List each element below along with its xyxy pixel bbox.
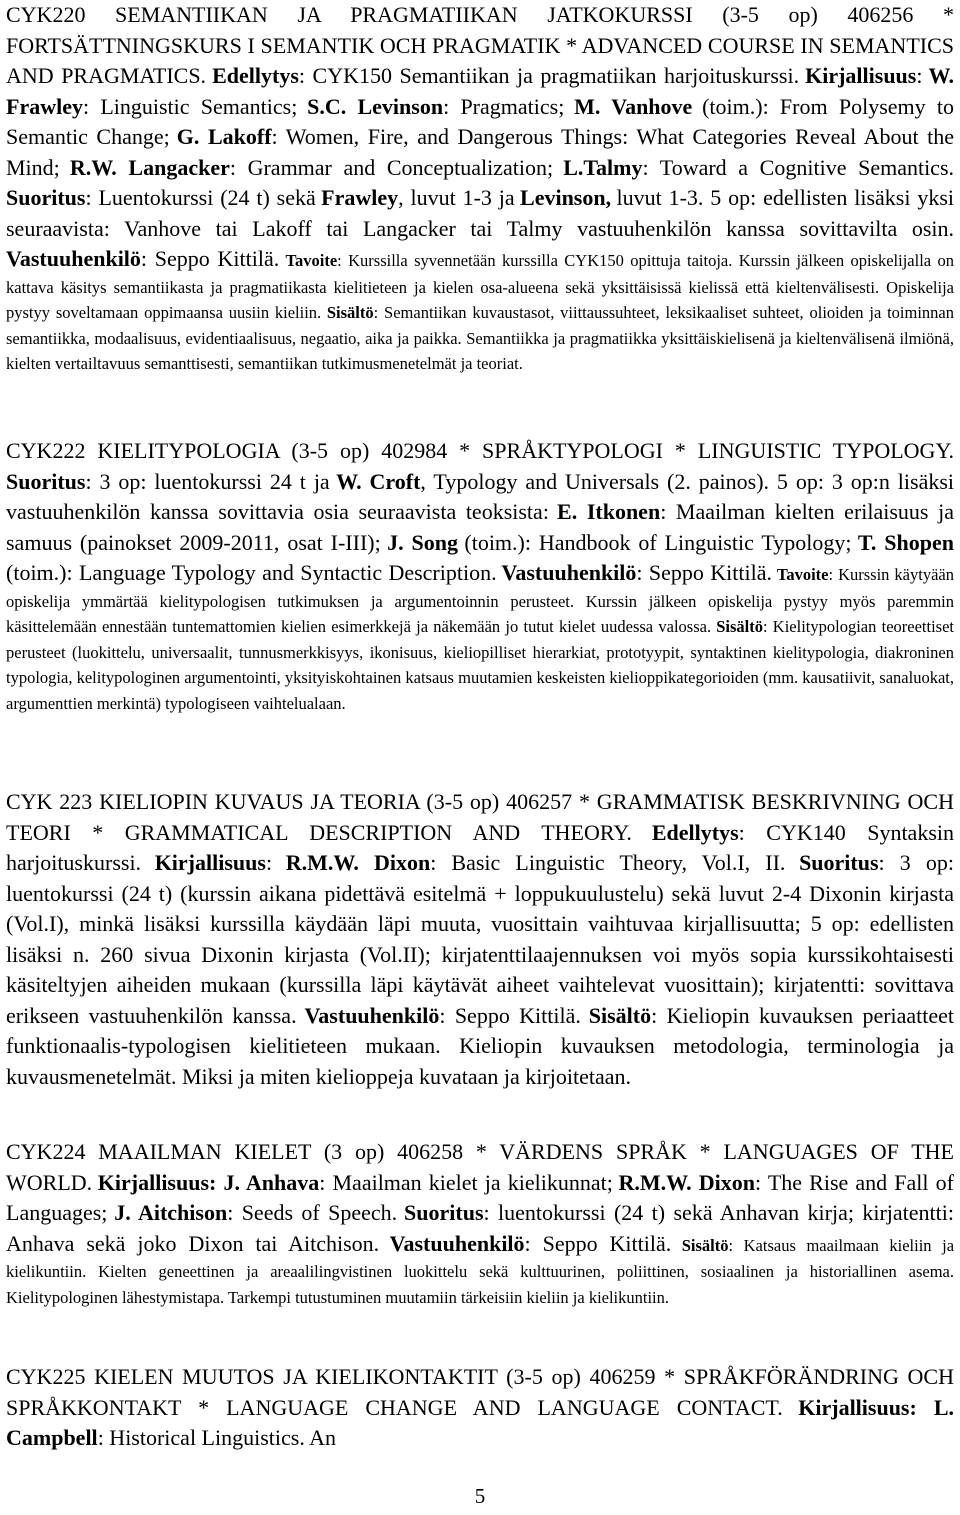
text-run: : Kurssin käytyään opiskelija ymmärtää kielitypologisen tutkimuksen ja argumentoinnin perusteet. Kurssin jälkeen opiskelija pystyy myös paremmin käsittelemään ennestään tuntemattomien kielien esimerkkejä ja näkemään jo tutut kielet uudessa valossa. xyxy=(6,565,954,636)
author-name: S.C. Levinson xyxy=(307,93,444,119)
text-run: (toim.): Handbook of Linguistic Typology; xyxy=(464,529,852,555)
text-run: : The Rise and Fall of Languages; xyxy=(6,1169,954,1225)
text-run: : Basic Linguistic Theory, Vol.I, II. xyxy=(430,850,786,875)
text-run: : xyxy=(265,850,273,875)
page-number: 5 xyxy=(474,1484,486,1508)
bold-term: Tavoite xyxy=(776,565,829,584)
text-run: : Toward a Cognitive Semantics. xyxy=(642,154,955,180)
text-run: : Katsaus maailmaan kieliin ja kielikuntiin. Kielten geneettinen ja areaalilingvistinen luokittelu sekä kulttuurinen, poliittinen, sosiaalinen ja historiallinen asema. Kielitypologinen lähestymistapa. Tarkempi tutustuminen muutamiin tärkeisiin kieliin ja kielikuntiin. xyxy=(6,1235,955,1307)
bold-term: Suoritus xyxy=(6,468,86,494)
text-run: : Semantiikan kuvaustasot, viittaussuhteet, leksikaaliset suhteet, olioiden ja toiminnan semantiikka, modaalisuus, evidentiaalisuus, negaatio, aika ja paikka. Semantiikka ja pragmatiikka yksittäiskielisenä ja kieltenvälisenä ilmiönä, kielten vertailtavuus semanttisesti, semantiikan tutkimusmenetelmät ja teoriat. xyxy=(6,303,955,373)
course-cyk224 xyxy=(6,1137,954,1310)
text-run: : Seppo Kittilä. xyxy=(636,560,772,585)
text-run: : Women, Fire, and Dangerous Things: What Categories Reveal About the Mind; xyxy=(6,124,955,180)
text-run: : Kurssilla syvennetään kurssilla CYK150 opittuja taitoja. Kurssin jälkeen opiskelijalla on kattava käsitys semantiikasta ja pragmatiikasta kielitieteen ja kielen osa-alueena sekä yksittäisissä kielissä että kieltenvälisesti. Opiskelija pystyy soveltamaan oppimaansa uusiin kieliin. xyxy=(6,251,954,322)
text-run: , luvut 1-3 ja xyxy=(398,185,515,210)
author-name: G. Lakoff xyxy=(176,124,272,149)
author-name: L.Talmy xyxy=(563,154,643,180)
course-cyk220 xyxy=(6,0,954,377)
text-run: : CYK140 Syntaksin harjoituskurssi. xyxy=(6,819,954,875)
text-run: : xyxy=(916,63,923,88)
bold-term: Vastuuhenkilö xyxy=(6,246,141,271)
text-run: : CYK150 Semantiikan ja pragmatiikan harjoituskurssi. xyxy=(298,63,800,88)
author-name: E. Itkonen xyxy=(557,499,661,524)
bold-term: Edellytys xyxy=(212,63,299,88)
bold-term: Suoritus xyxy=(799,850,879,875)
course-cyk225 xyxy=(6,1362,954,1454)
text-run: : Seppo Kittilä. xyxy=(524,1230,672,1256)
bold-term: Sisältö xyxy=(681,1235,729,1255)
bold-term: Sisältö xyxy=(588,1002,652,1028)
author-name: Kirjallisuus: L. Campbell xyxy=(6,1394,955,1450)
bold-term: Vastuuhenkilö xyxy=(501,560,637,585)
text-run: : Maailman kielten erilaisuus ja samuus (painokset 2009-2011, osat I-III); xyxy=(6,499,954,555)
course-cyk222 xyxy=(6,436,954,716)
course-cyk223 xyxy=(6,787,954,1092)
text-run: : Kieliopin kuvauksen periaatteet funktionaalis-typologisen kielitieteen mukaan. Kieliopin kuvauksen metodologia, terminologia ja kuvausmenetelmät. Miksi ja miten kielioppeja kuvataan ja kirjoitetaan. xyxy=(6,1002,955,1089)
text-run: : Seppo Kittilä. xyxy=(140,246,280,271)
text-run: , Typology and Universals (2. painos). 5 op: 3 op:n lisäksi vastuuhenkilön kanssa sovittavia osia seuraavista teoksista: xyxy=(6,468,955,524)
text-run: : Grammar and Conceptualization; xyxy=(229,154,554,180)
bold-term: Vastuuhenkilö xyxy=(389,1230,525,1256)
author-name: Levinson, xyxy=(520,185,612,210)
author-name: R.M.W. Dixon xyxy=(618,1169,756,1195)
text-run: : Historical Linguistics. An xyxy=(97,1425,337,1450)
author-name: J. Song xyxy=(387,529,458,555)
bold-term: Kirjallisuus xyxy=(154,850,266,875)
bold-term: Suoritus xyxy=(404,1200,484,1225)
author-name: R.M.W. Dixon xyxy=(285,850,431,875)
bold-term: Tavoite xyxy=(285,251,338,270)
text-run: : Luentokurssi (24 t) sekä xyxy=(85,185,316,210)
bold-term: Sisältö xyxy=(716,617,763,636)
author-name: M. Vanhove xyxy=(574,93,693,119)
bold-term: Sisältö xyxy=(326,303,374,322)
author-name: W. Croft xyxy=(336,468,421,494)
author-name: T. Shopen xyxy=(857,529,954,555)
bold-term: Vastuuhenkilö xyxy=(304,1002,440,1028)
text-run: : Pragmatics; xyxy=(443,93,565,119)
author-name: J. Aitchison xyxy=(114,1200,228,1225)
text-run: (toim.): From Polysemy to Semantic Change; xyxy=(6,93,955,149)
bold-term: Kirjallisuus xyxy=(805,63,917,88)
text-run: : Linguistic Semantics; xyxy=(82,93,298,119)
text-run: luvut 1-3. 5 op: edellisten lisäksi yksi seuraavista: Vanhove tai Lakoff tai Langacker tai Talmy vastuuhenkilön kanssa sovittavilta osin. xyxy=(6,185,955,241)
course-heading: CYK220 SEMANTIIKAN JA PRAGMATIIKAN JATKOKURSSI (3-5 op) 406256 * FORTSÄTTNINGSKURS I SEMANTIK OCH PRAGMATIK * ADVANCED COURSE IN SEMANTICS AND PRAGMATICS. xyxy=(6,2,954,88)
text-run: : Maailman kielet ja kielikunnat; xyxy=(319,1169,613,1195)
course-heading: CYK222 KIELITYPOLOGIA (3-5 op) 402984 * SPRÅKTYPOLOGI * LINGUISTIC TYPOLOGY. xyxy=(6,438,954,463)
text-run: : 3 op: luentokurssi 24 t ja xyxy=(85,468,330,494)
course-heading: CYK225 KIELEN MUUTOS JA KIELIKONTAKTIT (3-5 op) 406259 * SPRÅKFÖRÄNDRING OCH SPRÅKKONTAKT * LANGUAGE CHANGE AND LANGUAGE CONTACT. xyxy=(6,1364,954,1420)
text-run: : Seeds of Speech. xyxy=(227,1200,398,1225)
bold-term: Suoritus xyxy=(6,185,86,210)
course-heading: CYK224 MAAILMAN KIELET (3 op) 406258 * VÄRDENS SPRÅK * LANGUAGES OF THE WORLD. xyxy=(6,1139,954,1195)
text-run: : Seppo Kittilä. xyxy=(439,1002,581,1028)
author-name: W. Frawley xyxy=(6,63,954,119)
author-name: Kirjallisuus: J. Anhava xyxy=(97,1169,320,1195)
author-name: Frawley xyxy=(321,185,399,210)
text-run: : 3 op: luentokurssi (24 t) (kurssin aikana pidettävä esitelmä + loppukuulustelu) sekä luvut 2-4 Dixonin kirjasta (Vol.I), minkä lisäksi kurssilla käydään läpi muuta, vuosittain vaihtuvaa kirjallisuutta; 5 op: edellisten lisäksi n. 260 sivua Dixonin kirjasta (Vol.II); kirjatenttilaajennuksen voi myös sopia kurssikohtaisesti käsiteltyjen aiheiden mukaan (kurssilla läpi käytävät aiheet vaihtelevat vuosittain); kirjatentti: sovittava erikseen vastuuhenkilön kanssa. xyxy=(6,850,955,1028)
bold-term: Edellytys xyxy=(651,819,739,845)
author-name: R.W. Langacker xyxy=(69,154,230,180)
text-run: (toim.): Language Typology and Syntactic Description. xyxy=(6,560,497,585)
course-heading: CYK 223 KIELIOPIN KUVAUS JA TEORIA (3-5 op) 406257 * GRAMMATISK BESKRIVNING OCH TEORI * GRAMMATICAL DESCRIPTION AND THEORY. xyxy=(6,789,954,845)
text-run: : luentokurssi (24 t) sekä Anhavan kirja; kirjatentti: Anhava sekä joko Dixon tai Aitchison. xyxy=(6,1200,955,1256)
text-run: : Kielitypologian teoreettiset perusteet (luokittelu, universaalit, tunnusmerkkisyys, ikonisuus, kieliopilliset hierarkiat, prototyypit, syntaktinen kielitypologia, diakroninen typologia, kelitypologinen argumentointi, yksityiskohtainen katsaus muutamien keskeisten kielioppikategorioiden (mm. kausatiivit, sanaluokat, argumenttien merkintä) typologiseen vaihtelualaan. xyxy=(6,617,954,713)
